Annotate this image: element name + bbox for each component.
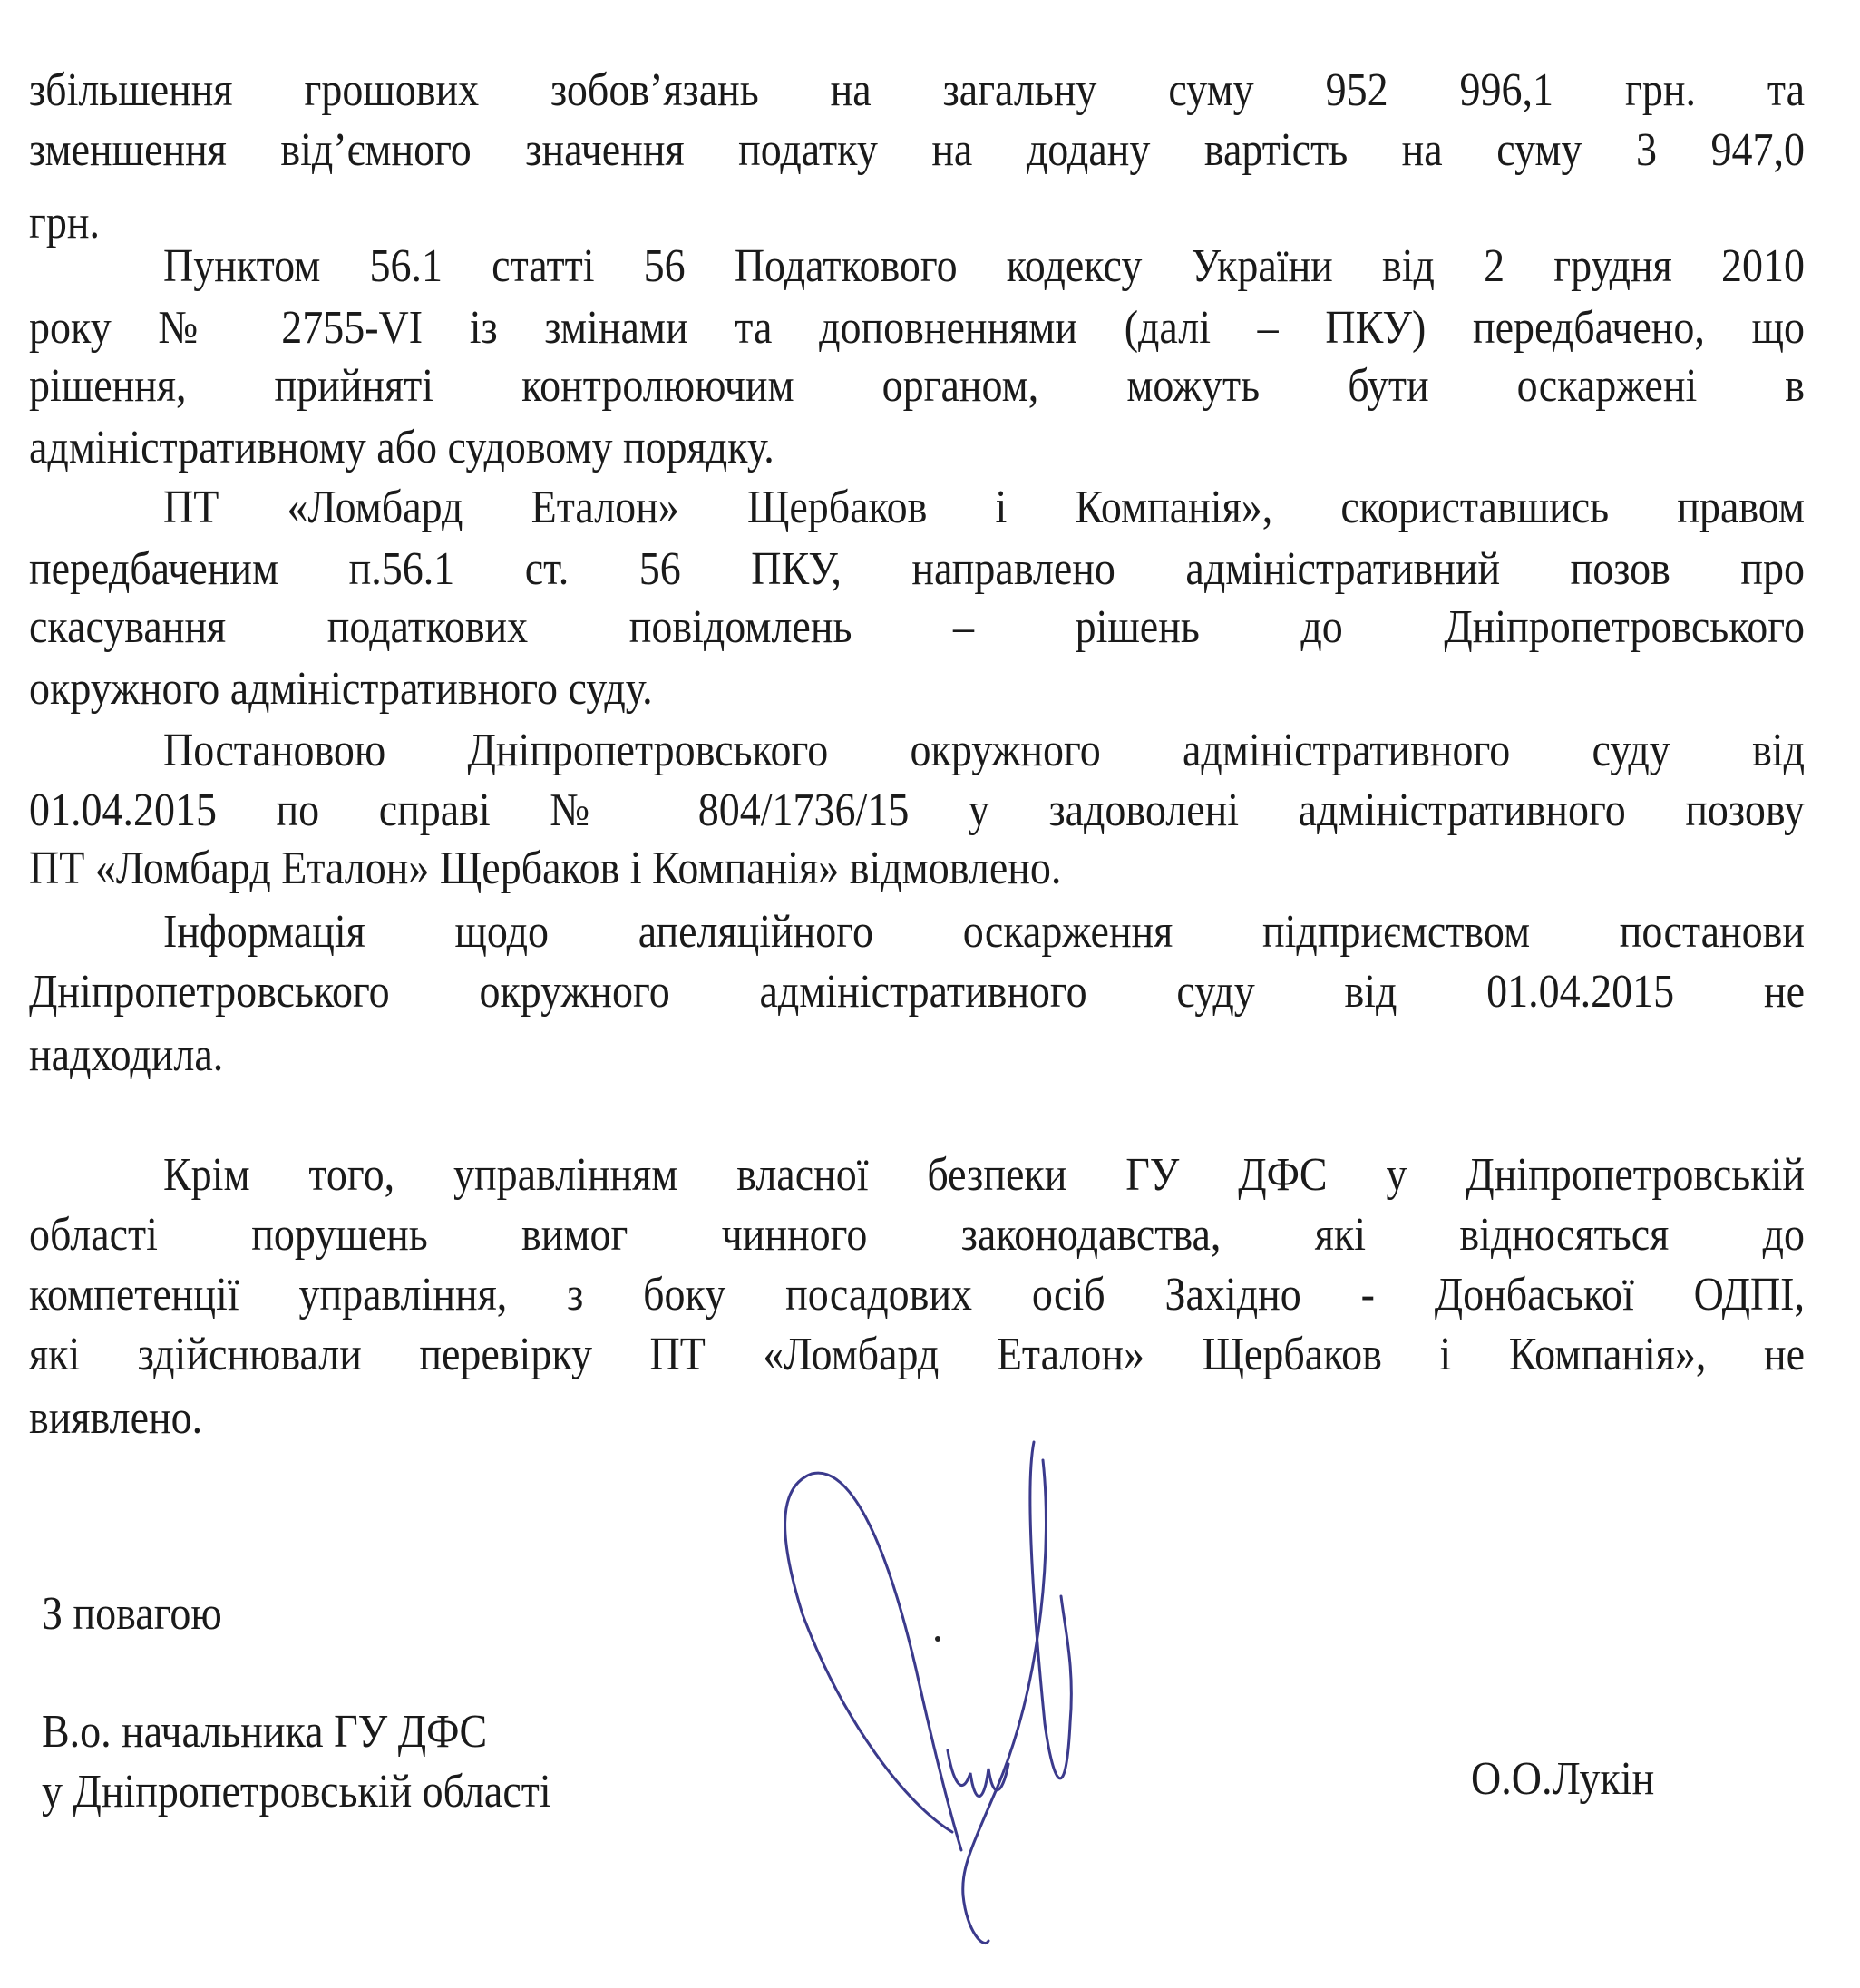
text-line: збільшення грошових зобов’язань на загальну суму 952 996,1 грн. та [29,63,1805,116]
text-line: Пунктом 56.1 статті 56 Податкового кодексу України від 2 грудня 2010 [163,239,1805,292]
text-line: грн. [29,196,100,248]
signature-loop [785,1473,961,1850]
text-line: компетенції управління, з боку посадових осіб Західно - Донбаської ОДПІ, [29,1268,1805,1320]
text-line: передбаченим п.56.1 ст. 56 ПКУ, направлено адміністративний позов про [29,542,1805,595]
signatory-name: О.О.Лукін [1471,1752,1655,1805]
text-line: року № 2755-VI із змінами та доповненнями (далі – ПКУ) передбачено, що [29,301,1805,354]
text-line: ПТ «Ломбард Еталон» Щербаков і Компанія», скориставшись правом [163,481,1805,533]
text-line: 01.04.2015 по справі № 804/1736/15 у задоволені адміністративного позову [29,784,1805,836]
text-line: виявлено. [29,1391,203,1444]
text-line: ПТ «Ломбард Еталон» Щербаков і Компанія» відмовлено. [29,842,1062,894]
text-line: які здійснювали перевірку ПТ «Ломбард Еталон» Щербаков і Компанія», не [29,1328,1805,1380]
signatory-position-line1: В.о. начальника ГУ ДФС [42,1705,488,1758]
text-line: надходила. [29,1028,224,1081]
text-line: зменшення від’ємного значення податку на додану вартість на суму 3 947,0 [29,123,1805,176]
text-line: рішення, прийняті контролюючим органом, можуть бути оскаржені в [29,359,1805,412]
salutation: З повагою [42,1587,222,1640]
signatory-position-line2: у Дніпропетровській області [42,1765,551,1817]
text-line: окружного адміністративного суду. [29,662,653,715]
text-line: області порушень вимог чинного законодавства, які відносяться до [29,1208,1805,1261]
text-line: Крім того, управлінням власної безпеки ГУ ДФС у Дніпропетровській [163,1148,1805,1201]
signature-stem [1030,1442,1071,1778]
text-line: Постановою Дніпропетровського окружного адміністративного суду від [163,724,1805,776]
text-line: адміністративному або судовому порядку. [29,421,774,473]
signature-dot [935,1636,940,1642]
text-line: Інформація щодо апеляційного оскарження підприємством постанови [163,905,1805,958]
text-line: скасування податкових повідомлень – рішень до Дніпропетровського [29,600,1805,653]
text-line: Дніпропетровського окружного адміністративного суду від 01.04.2015 не [29,965,1805,1018]
signature-scribble [948,1750,1008,1797]
signature-tail [963,1460,1047,1944]
